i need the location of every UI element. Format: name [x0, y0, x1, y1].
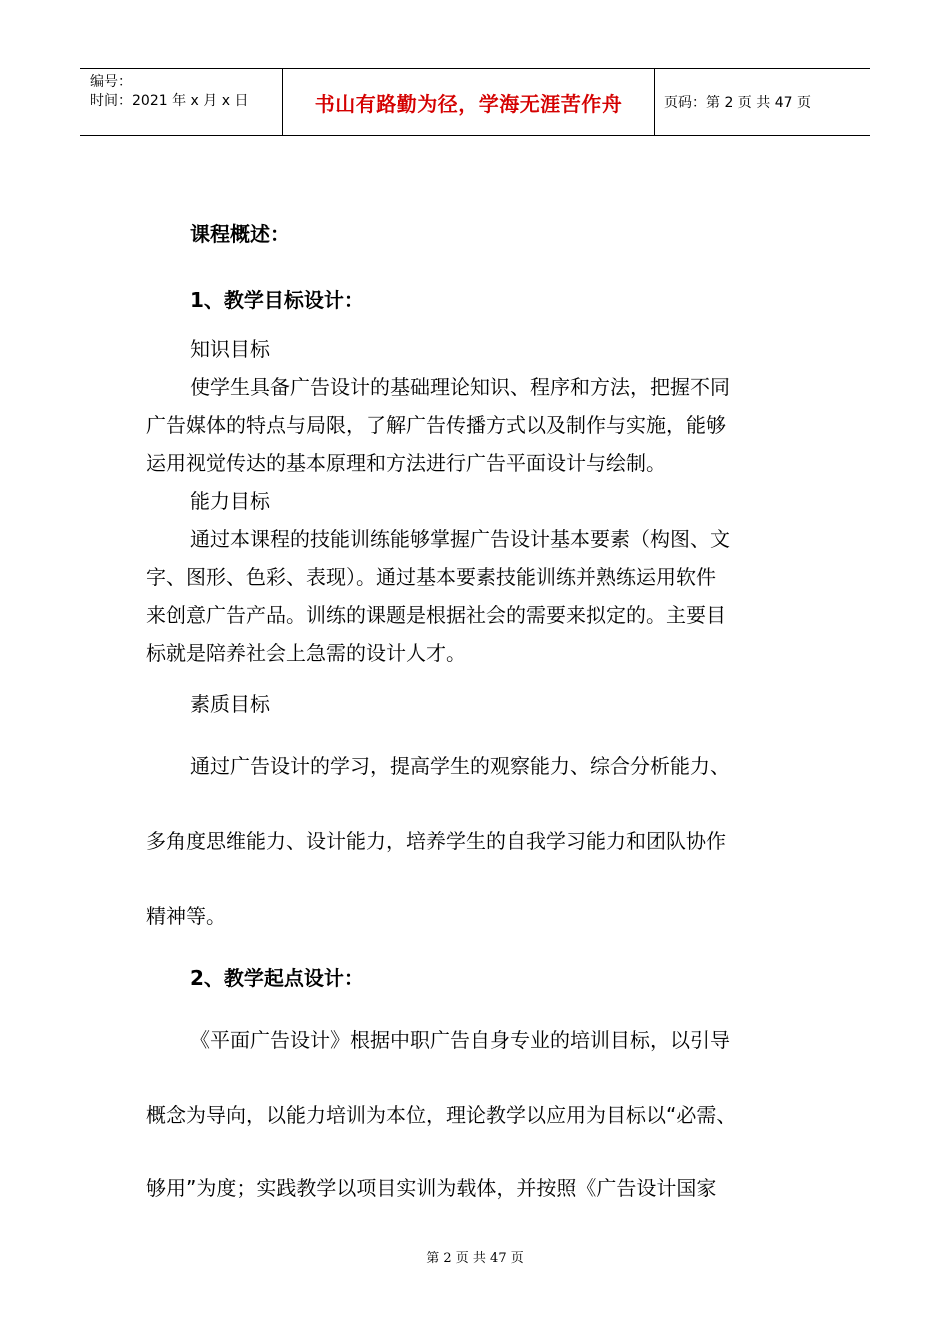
- header-page-info: 页码：第 2 页 共 47 页: [664, 95, 811, 111]
- page-header: [80, 68, 870, 136]
- paragraph-line: 多角度思维能力、设计能力，培养学生的自我学习能力和团队协作: [146, 829, 726, 853]
- paragraph-line: 标就是陪养社会上急需的设计人才。: [146, 641, 466, 665]
- header-motto: 书山有路勤为径，学海无涯苦作舟: [314, 91, 623, 116]
- paragraph-line: 来创意广告产品。训练的课题是根据社会的需要来拟定的。主要目: [146, 603, 726, 627]
- paragraph-line: 够用”为度；实践教学以项目实训为载体，并按照《广告设计国家: [146, 1176, 717, 1200]
- paragraph-line: 精神等。: [146, 904, 226, 928]
- header-motto-cell: [283, 69, 655, 135]
- paragraph-line: 《平面广告设计》根据中职广告自身专业的培训目标，以引导: [190, 1028, 730, 1052]
- knowledge-goal-title: 知识目标: [190, 337, 270, 361]
- header-meta-cell: [80, 69, 283, 135]
- document-date-label: 时间：2021 年 x 月 x 日: [90, 93, 249, 109]
- overview-heading: 课程概述：: [190, 222, 290, 246]
- document-number-label: 编号：: [90, 74, 132, 90]
- section-heading-teaching-goals: 1、教学目标设计：: [190, 288, 364, 312]
- paragraph-line: 通过本课程的技能训练能够掌握广告设计基本要素（构图、文: [190, 527, 730, 551]
- section-heading-teaching-start: 2、教学起点设计：: [190, 966, 364, 990]
- quality-goal-title: 素质目标: [190, 692, 270, 716]
- paragraph-line: 广告媒体的特点与局限，了解广告传播方式以及制作与实施，能够: [146, 413, 726, 437]
- paragraph-line: 通过广告设计的学习，提高学生的观察能力、综合分析能力、: [190, 754, 730, 778]
- page-footer: 第 2 页 共 47 页: [426, 1251, 524, 1266]
- ability-goal-title: 能力目标: [190, 489, 270, 513]
- paragraph-line: 使学生具备广告设计的基础理论知识、程序和方法，把握不同: [190, 375, 730, 399]
- paragraph-line: 字、图形、色彩、表现）。通过基本要素技能训练并熟练运用软件: [146, 565, 716, 589]
- header-page-cell: [655, 69, 870, 135]
- paragraph-line: 概念为导向，以能力培训为本位，理论教学以应用为目标以“必需、: [146, 1103, 737, 1127]
- paragraph-line: 运用视觉传达的基本原理和方法进行广告平面设计与绘制。: [146, 451, 666, 475]
